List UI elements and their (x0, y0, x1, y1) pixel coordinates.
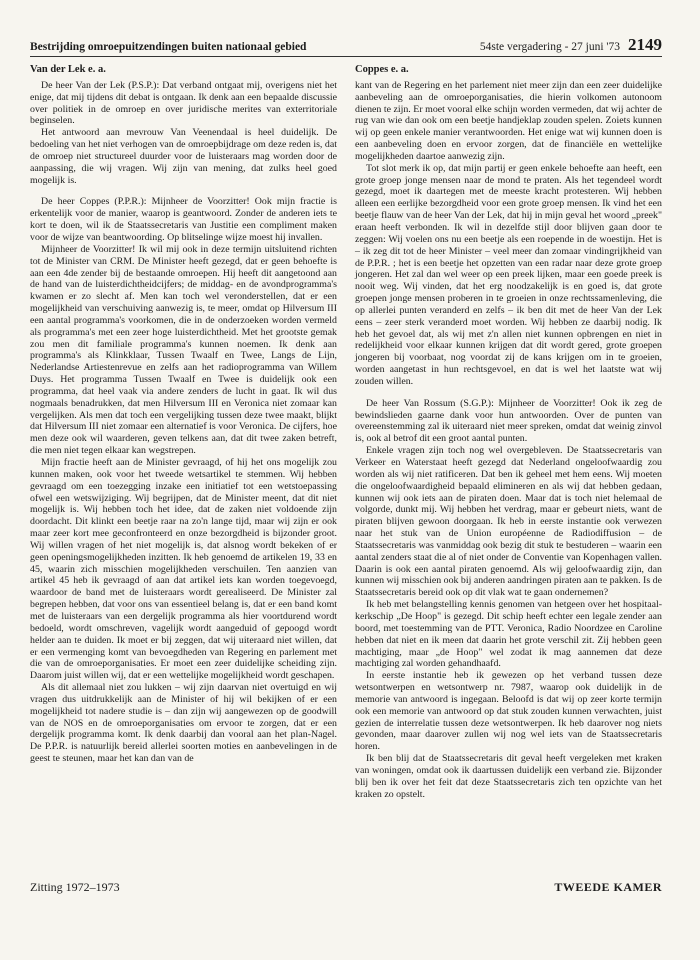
right-paragraph: Ik ben blij dat de Staatssecretaris dit geval heeft vergeleken met kraken van woningen, omdat ook ik daartussen duidelijk een verband zie. Bijzonder blij ben ik over het feit dat deze Staatssecretaris zich ten opzichte van het kraken zo opstelt. (355, 753, 662, 800)
left-paragraph: Mijn fractie heeft aan de Minister gevraagd, of hij het ons mogelijk zou kunnen maken, ook voor het tweede wetsartikel te stemmen. Wij hebben gevraagd om een toezegging inzake een initiatief tot een wetstoepassing ofwel een wetswijziging. Wij begrijpen, dat de Minister meent, dat dit niet mogelijk is. Wij hebben toch het idee, dat de zaken niet voldoende zijn doordacht. Dit klinkt een beetje raar na zo'n lange tijd, maar wij zijn er ook maar zeer kort mee geconfronteerd en onze bezorgdheid is bijzonder groot. Wij willen vragen of het niet mogelijk is, dat alsnog wordt bekeken of er geen openingsmogelijkheden inzitten. Ik heb genoemd de artikelen 19, 33 en 45, waarin zich misschien mogelijkheden verschuilen. Ten aanzien van artikel 45 heb ik gevraagd of aan dat artikel iets kan worden toegevoegd, waardoor de band met de luisteraars wordt gerealiseerd. De Minister zal begrepen hebben, dat voor ons van essentieel belang is, dat er een band komt met de luisteraars van een dergelijk programma als hier voortdurend wordt bedoeld, wordt omschreven, vagelijk wordt aangeduid of gepoogd wordt helder aan te duiden. Ik moet er bij zeggen, dat wij uiteraard niet willen, dat er een vermenging komt van bevoegdheden van Regering en parlement met die van de omroeporganisaties. Er moet een zeer duidelijke scheiding zijn. Daarom juist willen wij, dat er een wettelijke mogelijkheid wordt geschapen. (30, 457, 337, 682)
running-header (30, 36, 662, 57)
right-column (355, 64, 662, 880)
left-paragraph: De heer Van der Lek (P.S.P.): Dat verband ontgaat mij, overigens niet het enige, dat mij tijdens dit debat is ontgaan. Ik denk aan een bepaalde discussie over politiek in de omroep en over juridische merites van exterritoriale beginselen. (30, 79, 337, 127)
body-columns (30, 64, 662, 880)
session-info: 54ste vergadering - 27 juni '73 (479, 41, 620, 53)
right-paragraph: In eerste instantie heb ik gewezen op het verband tussen deze wetsontwerpen en wetsontwerp nr. 7987, waarop ook duidelijk in de memorie van antwoord is ingegaan. Beloofd is dat wij op zeer korte termijn ook een memorie van antwoord op dat stuk zouden kunnen verwachten, juist gezien de interrelatie tussen deze wetsontwerpen. Ik heb daarover nog niets gevonden, maar daarover zullen wij nog wel iets van de Staatssecretaris horen. (355, 670, 662, 753)
right-paragraph: De heer Van Rossum (S.G.P.): Mijnheer de Voorzitter! Ook ik zeg de bewindslieden gaarne dank voor hun antwoorden. Over de punten van overeenstemming zal ik uiteraard niet meer spreken, omdat dat weinig zinvol is, ook al betrof dit een groot aantal punten. (355, 397, 662, 445)
right-paragraph: kant van de Regering en het parlement niet meer zijn dan een zeer duidelijke aanbeveling aan de omroeporganisaties, die hierin volkomen autonoom dienen te zijn. Er moet vooral elke schijn worden vermeden, dat wij achter de rug van wie dan ook om een beetje handjeklap zouden spelen. Zoiets kunnen wij op geen enkele manier verantwoorden. Het enige wat wij kunnen doen is een aanbeveling doen en ervoor zorgen, dat de financiële en wettelijke mogelijkheden daartoe aanwezig zijn. (355, 79, 662, 162)
left-column-heading: Van der Lek e. a. (30, 64, 106, 75)
session-years: Zitting 1972–1973 (30, 880, 120, 894)
right-paragraph: Enkele vragen zijn toch nog wel overgebleven. De Staatssecretaris van Verkeer en Waterstaat heeft gezegd dat Nederland ongeloofwaardig zou worden als wij niet ratificeren. Dat ben ik geheel met hem eens. Wij moeten die ongeloofwaardigheid bepaald elimineren en als wij dat hebben gedaan, kunnen wij ook iets aan de piraten doen. Maar dat is toch niet helemaal de volgorde, dunkt mij. Wij hebben het verdrag, maar er gebeurt niets, want de piraten blijven gewoon doorgaan. Ik heb in eerste instantie ook verwezen naar het stuk van de Union européenne de Radiodiffusion – de Staatssecretaris was vanmiddag ook bezig dit stuk te bestuderen – waarin een aantal zenders staat die al of niet onder de Conventie van Kopenhagen vallen. Daarin is ook een aantal piraten genoemd. Als wij geloofwaardig zijn, dan kunnen wij misschien ook bij anderen aandringen piraten aan te pakken. Is de Staatssecretaris bereid ook op dit vlak wat te gaan ondernemen? (355, 445, 662, 599)
left-column (30, 64, 337, 880)
left-paragraph: Mijnheer de Voorzitter! Ik wil mij ook in deze termijn uitsluitend richten tot de Minister van CRM. De Minister heeft gezegd, dat er geen behoefte is aan een 4de zender bij de bestaande omroepen. Hij heeft dit aangetoond aan de hand van de luisterdichtheidcijfers; de middag- en de avondprogramma's kwamen er zo slecht af. Men kan toch wel veronderstellen, dat er een mogelijkheid van verschuiving aanwezig is, te meer, omdat op Hilversum III een aantal programma's voorkomen, die in de onderzoeken worden vermeld als programma's met een zeer hoge luisterdichtheid. Met het grootste gemak zou men dit familiale programma's kunnen noemen. Ik denk aan programma's als Klinkklaar, Tussen Twaalf en Twee, Langs de Lijn, Nederlandse Artiestenrevue en zelfs aan het radioprogramma van Willem Duys. Het programma Tussen Twaalf en Twee is duidelijk ook een programma, dat heel vaak via andere zenders de lucht in gaat. Ik wil dus nogmaals benadrukken, dat men Hilversum III en Veronica niet zomaar kan vergelijken. Als men dat toch een vergelijking tussen deze twee maakt, blijkt dat Hilversum III niet zomaar een alternatief is voor Veronica. De cijfers, hoe men deze ook wil waarderen, geven telkens aan, dat dit twee zaken betreft, die men niet tegen elkaar kan wegstrepen. (30, 243, 337, 457)
header-right (480, 36, 662, 53)
left-paragraph: Het antwoord aan mevrouw Van Veenendaal is heel duidelijk. De bedoeling van het niet verhogen van de omroepbijdrage om deze reden is, dat de omroep niet structureel duurder voor de luisteraars mag worden door de aanpassing, die wij vragen. Wij zijn van mening, dat zulks heel goed mogelijk is. (30, 127, 337, 186)
chamber-name: TWEEDE KAMER (554, 880, 662, 894)
right-paragraph: Tot slot merk ik op, dat mijn partij er geen enkele behoefte aan heeft, een grote groep jonge mensen naar de mond te praten. Als het tegendeel wordt gezegd, moet ik daartegen met de meeste kracht protesteren. Wij hebben alleen een eerlijke bezorgdheid voor een grote groep mensen. Ik vind het een beetje flauw van de heer Van der Lek, dat hij in mijn geval het woord „preek" eraan heeft verbonden. Ik wil in dezelfde stijl door blijven gaan door te zeggen: Wij voelen ons nu een beetje als een roepende in de woestijn. Het is – ik zeg dit tot de heer Minister – veel meer dan zomaar vindingrijkheid van de P.P.R. ; het is een beetje het opzetten van een radar naar deze grote groep jongeren. Het zal dan wel weer op een preek lijken, maar een goede preek is nooit weg. Wij vinden, dat het erg noodzakelijk is en goed is, dat grote groepen jonge mensen proberen in te groeien in onze rechtssamenleving, die op allerlei punten veranderd en zelfs – ik ben dit met de heer Van der Lek eens – zeer sterk veranderd moet worden. Wij hebben ze daarbij nodig. Ik heb het gevoel dat, als wij met z'n allen niet kunnen opbrengen en niet in redelijkheid voor elkaar kunnen krijgen dat dit wordt gered, grote groepen jongeren bij voorbaat, nog voordat zij de kans krijgen om in te groeien, worden aangetast in hun rechtsgevoel, en dat is wel het laatste wat wij zouden willen. (355, 162, 662, 387)
left-paragraph: Als dit allemaal niet zou lukken – wij zijn daarvan niet overtuigd en wij vragen dus uitdrukkelijk aan de Minister of hij wil bekijken of er een mogelijkheid tot nadere studie is – dan zijn wij aangewezen op de goodwill van de NOS en de omroeporganisaties om ervoor te zorgen, dat er een dergelijk programma komt. Ik denk daarbij dan vooral aan het plan-Nagel. De P.P.R. is natuurlijk bereid allerlei soorten moties en aanbevelingen in de geest te steunen, maar het kan dan van de (30, 682, 337, 765)
right-column-heading: Coppes e. a. (355, 64, 409, 75)
header-title: Bestrijding omroepuitzendingen buiten nationaal gebied (30, 41, 307, 53)
page-footer (30, 880, 662, 895)
page-number: 2149 (628, 35, 662, 54)
right-paragraph: Ik heb met belangstelling kennis genomen van hetgeen over het hospitaal-kerkschip „De Hoop" is gezegd. Dit schip heeft echter een legale zender aan boord, met toestemming van de PTT. Veronica, Radio Noordzee en Caroline hebben dat niet en ik meen dat daarin het grote verschil zit. Zij hebben geen machtiging, maar „de Hoop" wel zodat ik mag aannemen dat deze machtiging zal worden gehandhaafd. (355, 599, 662, 670)
left-paragraph: De heer Coppes (P.P.R.): Mijnheer de Voorzitter! Ook mijn fractie is erkentelijk voor de manier, waarop is geantwoord. Zonder de anderen iets te kort te doen, wil ik de Staatssecretaris van Justitie een compliment maken voor de wijze van beantwoording. Op blitselinge wijze moest hij invallen. (30, 196, 337, 243)
